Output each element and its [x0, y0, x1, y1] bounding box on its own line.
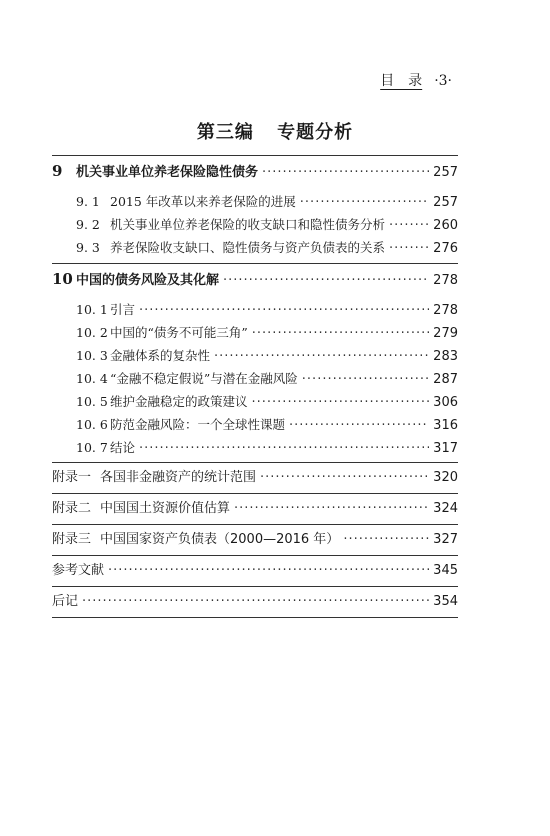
page-number: 278 [433, 303, 458, 318]
running-head [380, 70, 452, 90]
appendix-prefix: 附录二 [52, 501, 92, 516]
section-title: 2015 年改革以来养老保险的进展 [110, 194, 296, 209]
postscript-title: 后记 [52, 594, 79, 609]
divider [52, 586, 458, 587]
chapter-number: 10 [52, 270, 73, 288]
chapter-number: 9 [52, 162, 63, 180]
dot-leader [260, 469, 429, 487]
chapter-title: 中国的债务风险及其化解 [76, 273, 220, 288]
toc-postscript[interactable] [52, 593, 458, 611]
section-title: 养老保险收支缺口、隐性债务与资产负债表的关系 [110, 240, 386, 255]
section-number: 10. 5 [76, 394, 108, 409]
dot-leader [234, 500, 429, 518]
toc-chapter-10[interactable] [52, 270, 458, 290]
toc-section-10-3[interactable] [76, 347, 458, 366]
dot-leader [389, 240, 429, 258]
section-title: 引言 [110, 302, 136, 317]
toc-section-9-3[interactable] [76, 239, 458, 258]
divider [52, 263, 458, 264]
section-number: 10. 6 [76, 417, 108, 432]
section-title: 中国的“债务不可能三角” [110, 325, 248, 340]
references-title: 参考文献 [52, 563, 105, 578]
toc-references[interactable] [52, 562, 458, 580]
toc-appendix-2[interactable] [52, 500, 458, 518]
toc-section-9-1[interactable] [76, 193, 458, 212]
page-number: 283 [433, 349, 458, 364]
page-number: 257 [433, 195, 458, 210]
page-number: 278 [433, 273, 458, 288]
section-title: 结论 [110, 440, 136, 455]
dot-leader [252, 394, 430, 412]
dot-leader [289, 417, 429, 435]
toc-section-9-2[interactable] [76, 216, 458, 235]
page-number: 324 [433, 501, 458, 516]
dot-leader [139, 302, 429, 320]
section-number: 10. 1 [76, 302, 108, 317]
part-number: 第三编 [196, 122, 254, 143]
page-number: 287 [433, 372, 458, 387]
section-number: 10. 2 [76, 325, 108, 340]
divider [52, 524, 458, 525]
dot-leader [389, 217, 429, 235]
section-number: 9. 1 [76, 194, 100, 209]
section-title: 防范金融风险：一个全球性课题 [110, 417, 286, 432]
divider [52, 617, 458, 618]
dot-leader [223, 272, 429, 290]
dot-leader [343, 531, 429, 549]
toc-section-10-7[interactable] [76, 439, 458, 458]
running-head-title: 目 录 [380, 73, 423, 89]
appendix-prefix: 附录三 [52, 532, 92, 547]
running-head-page-number: ·3· [434, 73, 452, 89]
section-number: 9. 3 [76, 240, 100, 255]
appendix-title: 中国国土资源价值估算 [100, 501, 231, 516]
page-number: 276 [433, 241, 458, 256]
section-number: 10. 3 [76, 348, 108, 363]
divider [52, 555, 458, 556]
page-number: 317 [433, 441, 458, 456]
page-number: 345 [433, 563, 458, 578]
dot-leader [302, 371, 429, 389]
section-title: 机关事业单位养老保险的收支缺口和隐性债务分析 [110, 217, 386, 232]
page-number: 354 [433, 594, 458, 609]
toc-appendix-3[interactable] [52, 531, 458, 549]
page-number: 306 [433, 395, 458, 410]
toc-section-10-2[interactable] [76, 324, 458, 343]
page-number: 257 [433, 165, 458, 180]
page-number: 279 [433, 326, 458, 341]
dot-leader [108, 562, 429, 580]
chapter-title: 机关事业单位养老保险隐性债务 [76, 165, 259, 180]
section-number: 10. 7 [76, 440, 108, 455]
page-number: 316 [433, 418, 458, 433]
section-title: 金融体系的复杂性 [110, 348, 211, 363]
toc-section-10-5[interactable] [76, 393, 458, 412]
appendix-title: 各国非金融资产的统计范围 [100, 470, 257, 485]
page-number: 327 [433, 532, 458, 547]
dot-leader [252, 325, 429, 343]
toc-section-10-4[interactable] [76, 370, 458, 389]
dot-leader [82, 593, 429, 611]
dot-leader [300, 194, 429, 212]
toc-chapter-9[interactable] [52, 162, 458, 182]
dot-leader [139, 440, 429, 458]
toc-section-10-6[interactable] [76, 416, 458, 435]
toc-section-10-1[interactable] [76, 301, 458, 320]
part-title [0, 118, 550, 144]
dot-leader [214, 348, 429, 366]
divider [52, 493, 458, 494]
section-number: 9. 2 [76, 217, 100, 232]
divider [52, 155, 458, 156]
section-number: 10. 4 [76, 371, 108, 386]
appendix-prefix: 附录一 [52, 470, 92, 485]
dot-leader [262, 164, 429, 182]
appendix-title: 中国国家资产负债表（2000—2016 年） [100, 532, 340, 547]
divider [52, 462, 458, 463]
page-number: 320 [433, 470, 458, 485]
section-title: “金融不稳定假说”与潜在金融风险 [110, 371, 298, 386]
page-number: 260 [433, 218, 458, 233]
section-title: 维护金融稳定的政策建议 [110, 394, 248, 409]
toc-appendix-1[interactable] [52, 469, 458, 487]
part-name: 专题分析 [277, 122, 354, 143]
